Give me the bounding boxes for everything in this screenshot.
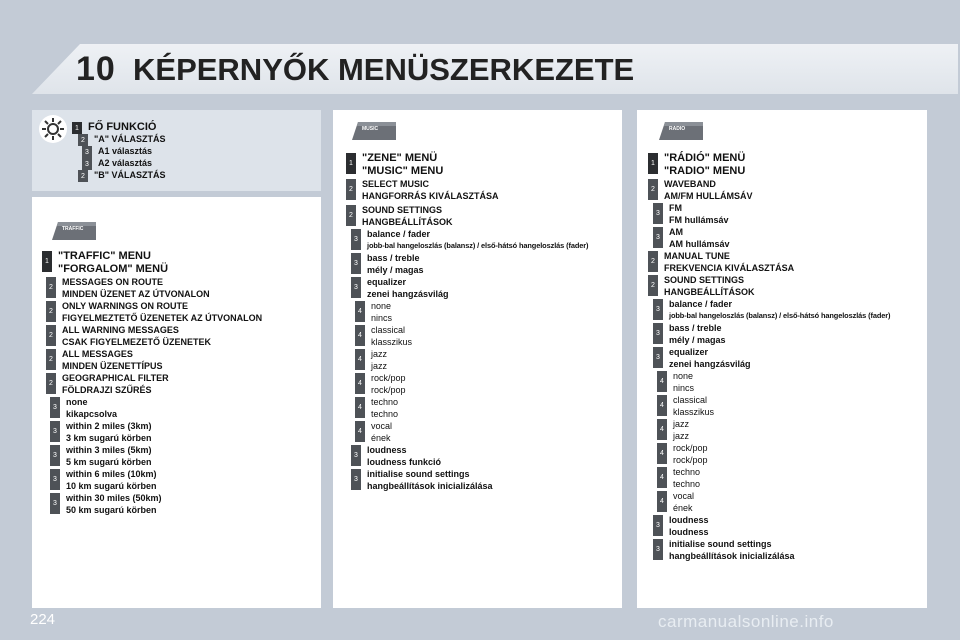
- menu-item-line: techno: [673, 479, 701, 489]
- menu-item-line: jazz: [371, 361, 388, 371]
- level-badge: 1: [72, 122, 82, 134]
- level-badge: 4: [355, 397, 365, 418]
- menu-item-line: initialise sound settings: [367, 469, 470, 479]
- level-badge: 4: [657, 443, 667, 464]
- menu-item-line: MANUAL TUNE: [664, 251, 730, 261]
- level-badge: 4: [355, 373, 365, 394]
- fo-menu-item: [82, 157, 152, 169]
- menu-item-line: nincs: [673, 383, 695, 393]
- level-badge: 3: [351, 445, 361, 466]
- level-badge: 3: [653, 323, 663, 344]
- menu-item-line: ALL MESSAGES: [62, 349, 133, 359]
- level-badge: 1: [42, 251, 52, 272]
- menu-item-line: AM/FM HULLÁMSÁV: [664, 191, 753, 201]
- menu-item-line: 10 km sugarú körben: [66, 481, 157, 491]
- menu-item-line: rock/pop: [371, 373, 406, 383]
- level-badge: 4: [657, 467, 667, 488]
- level-badge: 4: [657, 419, 667, 440]
- menu-item-line: jazz: [673, 419, 690, 429]
- menu-item-line: FÖLDRAJZI SZŰRÉS: [62, 385, 152, 395]
- level-badge: 2: [346, 205, 356, 226]
- menu-item-line: initialise sound settings: [669, 539, 772, 549]
- level-badge: 2: [46, 277, 56, 298]
- menu-item-line: rock/pop: [371, 385, 406, 395]
- level-badge: 3: [50, 469, 60, 490]
- menu-item-line: FREKVENCIA KIVÁLASZTÁSA: [664, 263, 795, 273]
- menu-item-line: ének: [673, 503, 693, 513]
- menu-item-line: A2 választás: [98, 158, 153, 168]
- radio-button-icon: RADIO: [655, 118, 707, 144]
- traffic-menu-item: [46, 348, 163, 372]
- menu-item-line: none: [66, 397, 88, 407]
- menu-item-line: mély / magas: [367, 265, 424, 275]
- menu-item-line: equalizer: [367, 277, 407, 287]
- menu-item-line: A1 választás: [98, 146, 153, 156]
- menu-item-line: "TRAFFIC" MENU: [58, 250, 151, 262]
- menu-item-line: GEOGRAPHICAL FILTER: [62, 373, 169, 383]
- menu-item-line: FM hullámsáv: [669, 215, 729, 225]
- traffic-menu-item: [46, 324, 211, 348]
- music-menu-item: [355, 300, 392, 324]
- traffic-menu-item: [50, 492, 162, 516]
- traffic-menu-item: [50, 396, 117, 420]
- menu-item-line: AM hullámsáv: [669, 239, 730, 249]
- menu-item-line: CSAK FIGYELMEZETŐ ÜZENETEK: [62, 337, 212, 347]
- menu-item-line: loudness funkció: [367, 457, 442, 467]
- traffic-menu-item: [42, 250, 168, 275]
- menu-item-line: jobb-bal hangeloszlás (balansz) / első-hátsó hangeloszlás (fader): [367, 241, 589, 250]
- fo-menu-item: [82, 145, 152, 157]
- menu-item-line: "MUSIC" MENU: [362, 164, 444, 177]
- menu-item-line: ALL WARNING MESSAGES: [62, 325, 179, 335]
- menu-item-line: classical: [371, 325, 406, 335]
- music-menu-item: [351, 228, 588, 252]
- music-menu-item: [346, 152, 443, 177]
- radio-menu-item: [657, 442, 708, 466]
- menu-item-line: FIGYELMEZTETŐ ÜZENETEK AZ ÚTVONALON: [62, 313, 263, 323]
- level-badge: 3: [351, 253, 361, 274]
- music-menu-item: [346, 204, 453, 228]
- menu-item-line: within 30 miles (50km): [66, 493, 162, 503]
- menu-item-line: FŐ FUNKCIÓ: [88, 121, 157, 133]
- menu-item-line: FM: [669, 203, 682, 213]
- chapter-number: 10: [76, 50, 116, 88]
- level-badge: 2: [78, 134, 88, 146]
- menu-item-line: MINDEN ÜZENET AZ ÚTVONALON: [62, 289, 210, 299]
- menu-item-line: "A" VÁLASZTÁS: [94, 134, 166, 144]
- menu-item-line: loudness: [669, 515, 709, 525]
- level-badge: 1: [648, 153, 658, 174]
- menu-item-line: klasszikus: [371, 337, 413, 347]
- radio-menu-item: [657, 418, 689, 442]
- level-badge: 3: [50, 397, 60, 418]
- menu-item-line: "RÁDIÓ" MENÜ: [664, 152, 746, 164]
- radio-menu-item: [653, 298, 890, 322]
- radio-menu-item: [657, 490, 694, 514]
- radio-menu-item: [648, 250, 794, 274]
- menu-item-line: within 6 miles (10km): [66, 469, 157, 479]
- menu-item-line: zenei hangzásvilág: [669, 359, 751, 369]
- menu-item-line: 5 km sugarú körben: [66, 457, 152, 467]
- menu-item-line: MINDEN ÜZENETTÍPUS: [62, 361, 163, 371]
- menu-item-line: equalizer: [669, 347, 709, 357]
- level-badge: 3: [653, 539, 663, 560]
- menu-item-line: techno: [673, 467, 701, 477]
- level-badge: 3: [653, 515, 663, 536]
- music-menu-item: [346, 178, 499, 202]
- traffic-menu-item: [46, 276, 210, 300]
- menu-item-line: jazz: [673, 431, 690, 441]
- level-badge: 2: [46, 301, 56, 322]
- traffic-button-icon: TRAFFIC: [48, 218, 100, 244]
- menu-item-line: SOUND SETTINGS: [362, 205, 443, 215]
- music-menu-item: [351, 252, 424, 276]
- level-badge: 2: [648, 275, 658, 296]
- menu-item-line: SOUND SETTINGS: [664, 275, 745, 285]
- radio-menu-item: [648, 152, 745, 177]
- level-badge: 2: [46, 325, 56, 346]
- menu-item-line: nincs: [371, 313, 393, 323]
- traffic-menu-item: [50, 444, 152, 468]
- radio-menu-item: [653, 514, 709, 538]
- radio-menu-item: [653, 202, 729, 226]
- menu-item-line: ONLY WARNINGS ON ROUTE: [62, 301, 189, 311]
- level-badge: 2: [648, 251, 658, 272]
- music-menu-item: [355, 420, 392, 444]
- level-badge: 4: [355, 349, 365, 370]
- menu-item-line: HANGFORRÁS KIVÁLASZTÁSA: [362, 191, 499, 201]
- music-menu-item: [355, 324, 412, 348]
- menu-item-line: 50 km sugarú körben: [66, 505, 157, 515]
- menu-item-line: vocal: [673, 491, 695, 501]
- menu-item-line: jobb-bal hangeloszlás (balansz) / első-hátsó hangeloszlás (fader): [669, 311, 891, 320]
- radio-menu-item: [653, 226, 730, 250]
- menu-item-line: none: [673, 371, 694, 381]
- menu-item-line: AM: [669, 227, 683, 237]
- radio-menu-item: [657, 394, 714, 418]
- traffic-menu-item: [50, 468, 157, 492]
- menu-item-line: bass / treble: [367, 253, 420, 263]
- level-badge: 3: [82, 158, 92, 170]
- level-badge: 2: [46, 349, 56, 370]
- level-badge: 3: [351, 229, 361, 250]
- level-badge: 4: [657, 395, 667, 416]
- menu-item-line: rock/pop: [673, 443, 708, 453]
- menu-item-line: "B" VÁLASZTÁS: [94, 170, 166, 180]
- music-menu-item: [355, 396, 398, 420]
- radio-menu-item: [648, 178, 753, 202]
- menu-item-line: vocal: [371, 421, 393, 431]
- menu-item-line: HANGBEÁLLÍTÁSOK: [664, 287, 755, 297]
- level-badge: 2: [346, 179, 356, 200]
- level-badge: 2: [648, 179, 658, 200]
- menu-item-line: loudness: [669, 527, 709, 537]
- menu-item-line: none: [371, 301, 392, 311]
- level-badge: 3: [351, 469, 361, 490]
- fo-menu-item: [72, 121, 156, 134]
- level-badge: 3: [653, 347, 663, 368]
- menu-item-line: WAVEBAND: [664, 179, 716, 189]
- music-menu-item: [355, 348, 387, 372]
- level-badge: 3: [653, 227, 663, 248]
- fo-menu-item: [78, 133, 166, 145]
- menu-item-line: classical: [673, 395, 708, 405]
- traffic-menu-item: [46, 372, 169, 396]
- menu-item-line: MESSAGES ON ROUTE: [62, 277, 164, 287]
- level-badge: 3: [653, 203, 663, 224]
- level-badge: 1: [346, 153, 356, 174]
- music-button-icon: MUSIC: [348, 118, 400, 144]
- fo-menu-item: [78, 169, 166, 181]
- level-badge: 4: [657, 491, 667, 512]
- traffic-menu-item: [46, 300, 262, 324]
- menu-item-line: 3 km sugarú körben: [66, 433, 152, 443]
- menu-item-line: hangbeállítások inicializálása: [367, 481, 493, 491]
- music-menu-item: [355, 372, 406, 396]
- menu-item-line: hangbeállítások inicializálása: [669, 551, 795, 561]
- menu-item-line: techno: [371, 397, 399, 407]
- music-menu-item: [351, 444, 441, 468]
- level-badge: 3: [50, 445, 60, 466]
- menu-item-line: within 2 miles (3km): [66, 421, 152, 431]
- level-badge: 3: [50, 421, 60, 442]
- level-badge: 4: [355, 325, 365, 346]
- radio-menu-item: [657, 466, 700, 490]
- menu-item-line: bass / treble: [669, 323, 722, 333]
- level-badge: 3: [50, 493, 60, 514]
- sun-settings-icon: [38, 114, 68, 144]
- music-menu-item: [351, 468, 493, 492]
- menu-item-line: SELECT MUSIC: [362, 179, 430, 189]
- level-badge: 3: [351, 277, 361, 298]
- level-badge: 2: [78, 170, 88, 182]
- menu-item-line: balance / fader: [669, 299, 733, 309]
- menu-item-line: techno: [371, 409, 399, 419]
- level-badge: 4: [355, 301, 365, 322]
- level-badge: 4: [355, 421, 365, 442]
- radio-menu-item: [648, 274, 755, 298]
- page-title: KÉPERNYŐK MENÜSZERKEZETE: [133, 52, 635, 87]
- menu-item-line: kikapcsolva: [66, 409, 118, 419]
- menu-item-line: mély / magas: [669, 335, 726, 345]
- menu-item-line: zenei hangzásvilág: [367, 289, 449, 299]
- level-badge: 4: [657, 371, 667, 392]
- music-menu-item: [351, 276, 449, 300]
- menu-item-line: HANGBEÁLLÍTÁSOK: [362, 217, 453, 227]
- radio-menu-item: [653, 538, 795, 562]
- menu-item-line: loudness: [367, 445, 407, 455]
- level-badge: 2: [46, 373, 56, 394]
- menu-item-line: klasszikus: [673, 407, 715, 417]
- radio-menu-item: [653, 322, 726, 346]
- watermark: carmanualsonline.info: [658, 612, 834, 631]
- level-badge: 3: [82, 146, 92, 158]
- menu-item-line: "ZENE" MENÜ: [362, 152, 438, 164]
- menu-item-line: balance / fader: [367, 229, 431, 239]
- traffic-menu-item: [50, 420, 152, 444]
- page-number: 224: [30, 611, 56, 628]
- level-badge: 3: [653, 299, 663, 320]
- radio-menu-item: [653, 346, 751, 370]
- menu-item-line: "RADIO" MENU: [664, 164, 746, 177]
- radio-menu-item: [657, 370, 694, 394]
- menu-item-line: jazz: [371, 349, 388, 359]
- menu-item-line: within 3 miles (5km): [66, 445, 152, 455]
- menu-item-line: "FORGALOM" MENÜ: [58, 262, 169, 275]
- menu-item-line: ének: [371, 433, 391, 443]
- menu-item-line: rock/pop: [673, 455, 708, 465]
